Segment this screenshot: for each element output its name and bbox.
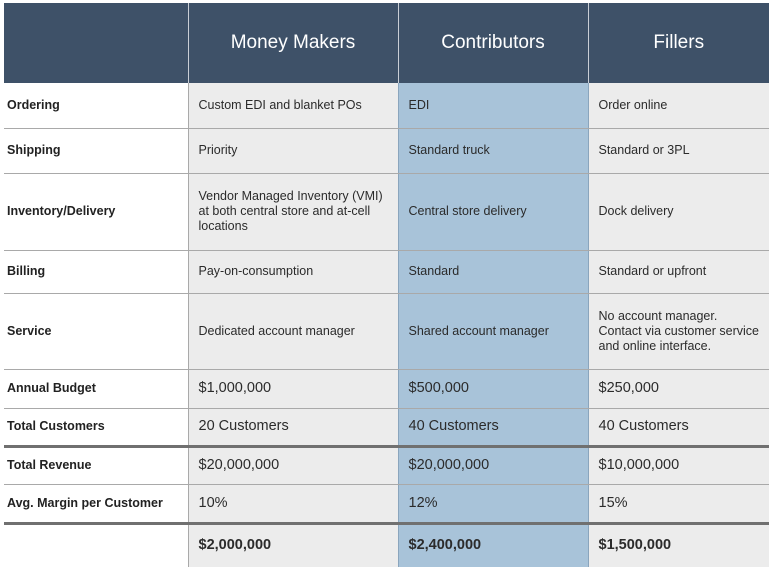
contributors-cell: EDI — [398, 83, 588, 128]
table-row — [4, 293, 769, 369]
table-row — [4, 83, 769, 128]
contributors-cell: Standard truck — [398, 128, 588, 173]
fillers-cell: No account manager. Contact via customer service and online interface. — [588, 293, 769, 369]
contributors-cell: Standard — [398, 250, 588, 293]
fillers-cell: Standard or upfront — [588, 250, 769, 293]
table-row — [4, 173, 769, 250]
fillers-cell: Dock delivery — [588, 173, 769, 250]
table-row — [4, 446, 769, 484]
fillers-cell: Order online — [588, 83, 769, 128]
fillers-total: $1,500,000 — [588, 523, 769, 567]
money-makers-cell: Dedicated account manager — [188, 293, 398, 369]
money-makers-cell: 20 Customers — [188, 408, 398, 446]
fillers-cell: $10,000,000 — [588, 446, 769, 484]
money-makers-cell: Pay-on-consumption — [188, 250, 398, 293]
contributors-cell: 40 Customers — [398, 408, 588, 446]
contributors-cell: $500,000 — [398, 369, 588, 408]
money-makers-total: $2,000,000 — [188, 523, 398, 567]
contributors-cell: Shared account manager — [398, 293, 588, 369]
row-label: Service — [4, 293, 188, 369]
table-row — [4, 250, 769, 293]
row-label: Inventory/Delivery — [4, 173, 188, 250]
row-label: Shipping — [4, 128, 188, 173]
table-row — [4, 408, 769, 446]
row-label — [4, 523, 188, 567]
table-row — [4, 128, 769, 173]
money-makers-cell: $20,000,000 — [188, 446, 398, 484]
row-label: Billing — [4, 250, 188, 293]
contributors-total: $2,400,000 — [398, 523, 588, 567]
header-fillers: Fillers — [588, 3, 769, 83]
header-corner — [4, 3, 188, 83]
fillers-cell: $250,000 — [588, 369, 769, 408]
row-label: Annual Budget — [4, 369, 188, 408]
comparison-table — [4, 3, 769, 567]
header-money-makers: Money Makers — [188, 3, 398, 83]
row-label: Total Customers — [4, 408, 188, 446]
table-row — [4, 484, 769, 523]
contributors-cell: Central store delivery — [398, 173, 588, 250]
header-contributors: Contributors — [398, 3, 588, 83]
row-label: Total Revenue — [4, 446, 188, 484]
fillers-cell: Standard or 3PL — [588, 128, 769, 173]
table-row-total — [4, 523, 769, 567]
money-makers-cell: Custom EDI and blanket POs — [188, 83, 398, 128]
row-label: Ordering — [4, 83, 188, 128]
money-makers-cell: $1,000,000 — [188, 369, 398, 408]
contributors-cell: 12% — [398, 484, 588, 523]
row-label: Avg. Margin per Customer — [4, 484, 188, 523]
fillers-cell: 40 Customers — [588, 408, 769, 446]
table-row — [4, 369, 769, 408]
money-makers-cell: 10% — [188, 484, 398, 523]
fillers-cell: 15% — [588, 484, 769, 523]
header-row — [4, 3, 769, 83]
money-makers-cell: Priority — [188, 128, 398, 173]
money-makers-cell: Vendor Managed Inventory (VMI) at both central store and at-cell locations — [188, 173, 398, 250]
contributors-cell: $20,000,000 — [398, 446, 588, 484]
